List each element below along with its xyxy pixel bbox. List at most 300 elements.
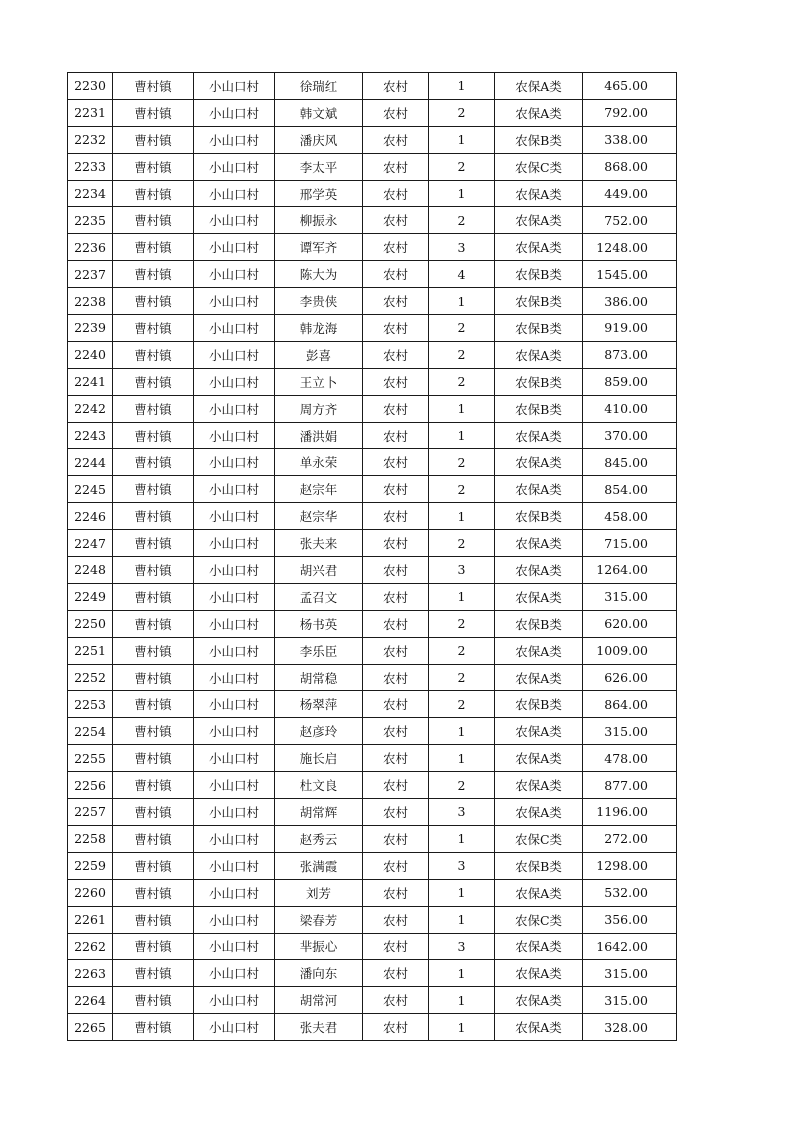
name-cell: 胡兴君 bbox=[275, 557, 363, 584]
member-count-cell: 2 bbox=[429, 691, 495, 718]
town-cell: 曹村镇 bbox=[113, 637, 194, 664]
household-type-cell: 农村 bbox=[363, 476, 429, 503]
household-type-cell: 农村 bbox=[363, 799, 429, 826]
table-row bbox=[68, 261, 677, 288]
town-cell: 曹村镇 bbox=[113, 503, 194, 530]
town-cell: 曹村镇 bbox=[113, 960, 194, 987]
insurance-class-cell: 农保A类 bbox=[495, 73, 583, 100]
row-number-cell: 2243 bbox=[68, 422, 113, 449]
amount-cell: 919.00 bbox=[583, 315, 677, 342]
row-number-cell: 2246 bbox=[68, 503, 113, 530]
member-count-cell: 2 bbox=[429, 207, 495, 234]
town-cell: 曹村镇 bbox=[113, 395, 194, 422]
household-type-cell: 农村 bbox=[363, 315, 429, 342]
household-type-cell: 农村 bbox=[363, 745, 429, 772]
town-cell: 曹村镇 bbox=[113, 449, 194, 476]
insurance-class-cell: 农保B类 bbox=[495, 315, 583, 342]
row-number-cell: 2257 bbox=[68, 799, 113, 826]
village-cell: 小山口村 bbox=[194, 503, 275, 530]
household-type-cell: 农村 bbox=[363, 530, 429, 557]
household-type-cell: 农村 bbox=[363, 368, 429, 395]
member-count-cell: 4 bbox=[429, 261, 495, 288]
amount-cell: 315.00 bbox=[583, 987, 677, 1014]
row-number-cell: 2231 bbox=[68, 99, 113, 126]
row-number-cell: 2252 bbox=[68, 664, 113, 691]
insurance-class-cell: 农保A类 bbox=[495, 422, 583, 449]
amount-cell: 315.00 bbox=[583, 718, 677, 745]
household-type-cell: 农村 bbox=[363, 99, 429, 126]
insurance-class-cell: 农保A类 bbox=[495, 960, 583, 987]
village-cell: 小山口村 bbox=[194, 126, 275, 153]
town-cell: 曹村镇 bbox=[113, 476, 194, 503]
village-cell: 小山口村 bbox=[194, 234, 275, 261]
member-count-cell: 2 bbox=[429, 449, 495, 476]
household-type-cell: 农村 bbox=[363, 825, 429, 852]
insurance-class-cell: 农保A类 bbox=[495, 745, 583, 772]
row-number-cell: 2263 bbox=[68, 960, 113, 987]
table-row bbox=[68, 476, 677, 503]
member-count-cell: 1 bbox=[429, 987, 495, 1014]
household-type-cell: 农村 bbox=[363, 933, 429, 960]
household-type-cell: 农村 bbox=[363, 153, 429, 180]
household-type-cell: 农村 bbox=[363, 180, 429, 207]
name-cell: 潘洪娟 bbox=[275, 422, 363, 449]
member-count-cell: 3 bbox=[429, 557, 495, 584]
row-number-cell: 2238 bbox=[68, 288, 113, 315]
name-cell: 孟召文 bbox=[275, 583, 363, 610]
amount-cell: 620.00 bbox=[583, 610, 677, 637]
name-cell: 张满霞 bbox=[275, 852, 363, 879]
member-count-cell: 2 bbox=[429, 476, 495, 503]
village-cell: 小山口村 bbox=[194, 583, 275, 610]
row-number-cell: 2237 bbox=[68, 261, 113, 288]
insurance-class-cell: 农保A类 bbox=[495, 207, 583, 234]
member-count-cell: 3 bbox=[429, 852, 495, 879]
amount-cell: 752.00 bbox=[583, 207, 677, 234]
table-row bbox=[68, 933, 677, 960]
table-row bbox=[68, 879, 677, 906]
member-count-cell: 2 bbox=[429, 637, 495, 664]
village-cell: 小山口村 bbox=[194, 772, 275, 799]
table-row bbox=[68, 745, 677, 772]
village-cell: 小山口村 bbox=[194, 99, 275, 126]
insurance-class-cell: 农保B类 bbox=[495, 610, 583, 637]
roster-table bbox=[67, 72, 677, 1041]
member-count-cell: 1 bbox=[429, 745, 495, 772]
insurance-class-cell: 农保A类 bbox=[495, 772, 583, 799]
household-type-cell: 农村 bbox=[363, 637, 429, 664]
amount-cell: 338.00 bbox=[583, 126, 677, 153]
row-number-cell: 2254 bbox=[68, 718, 113, 745]
village-cell: 小山口村 bbox=[194, 691, 275, 718]
name-cell: 胡常辉 bbox=[275, 799, 363, 826]
village-cell: 小山口村 bbox=[194, 368, 275, 395]
insurance-class-cell: 农保A类 bbox=[495, 664, 583, 691]
town-cell: 曹村镇 bbox=[113, 341, 194, 368]
amount-cell: 1642.00 bbox=[583, 933, 677, 960]
table-row bbox=[68, 368, 677, 395]
village-cell: 小山口村 bbox=[194, 207, 275, 234]
table-row bbox=[68, 718, 677, 745]
name-cell: 胡常稳 bbox=[275, 664, 363, 691]
table-row bbox=[68, 987, 677, 1014]
member-count-cell: 1 bbox=[429, 395, 495, 422]
amount-cell: 845.00 bbox=[583, 449, 677, 476]
member-count-cell: 1 bbox=[429, 288, 495, 315]
household-type-cell: 农村 bbox=[363, 422, 429, 449]
insurance-class-cell: 农保A类 bbox=[495, 180, 583, 207]
insurance-class-cell: 农保A类 bbox=[495, 933, 583, 960]
village-cell: 小山口村 bbox=[194, 987, 275, 1014]
village-cell: 小山口村 bbox=[194, 906, 275, 933]
row-number-cell: 2244 bbox=[68, 449, 113, 476]
row-number-cell: 2239 bbox=[68, 315, 113, 342]
row-number-cell: 2240 bbox=[68, 341, 113, 368]
table-row bbox=[68, 637, 677, 664]
roster-sheet bbox=[67, 72, 676, 1041]
amount-cell: 864.00 bbox=[583, 691, 677, 718]
town-cell: 曹村镇 bbox=[113, 852, 194, 879]
insurance-class-cell: 农保C类 bbox=[495, 153, 583, 180]
member-count-cell: 1 bbox=[429, 718, 495, 745]
table-row bbox=[68, 530, 677, 557]
row-number-cell: 2233 bbox=[68, 153, 113, 180]
amount-cell: 1298.00 bbox=[583, 852, 677, 879]
insurance-class-cell: 农保B类 bbox=[495, 503, 583, 530]
insurance-class-cell: 农保B类 bbox=[495, 288, 583, 315]
town-cell: 曹村镇 bbox=[113, 906, 194, 933]
table-row bbox=[68, 799, 677, 826]
name-cell: 韩文斌 bbox=[275, 99, 363, 126]
amount-cell: 410.00 bbox=[583, 395, 677, 422]
name-cell: 李太平 bbox=[275, 153, 363, 180]
amount-cell: 356.00 bbox=[583, 906, 677, 933]
household-type-cell: 农村 bbox=[363, 503, 429, 530]
village-cell: 小山口村 bbox=[194, 557, 275, 584]
name-cell: 胡常河 bbox=[275, 987, 363, 1014]
insurance-class-cell: 农保A类 bbox=[495, 557, 583, 584]
village-cell: 小山口村 bbox=[194, 288, 275, 315]
village-cell: 小山口村 bbox=[194, 718, 275, 745]
household-type-cell: 农村 bbox=[363, 1014, 429, 1041]
village-cell: 小山口村 bbox=[194, 422, 275, 449]
insurance-class-cell: 农保B类 bbox=[495, 852, 583, 879]
town-cell: 曹村镇 bbox=[113, 422, 194, 449]
name-cell: 刘芳 bbox=[275, 879, 363, 906]
row-number-cell: 2256 bbox=[68, 772, 113, 799]
name-cell: 杨书英 bbox=[275, 610, 363, 637]
village-cell: 小山口村 bbox=[194, 341, 275, 368]
village-cell: 小山口村 bbox=[194, 73, 275, 100]
row-number-cell: 2258 bbox=[68, 825, 113, 852]
name-cell: 陈大为 bbox=[275, 261, 363, 288]
insurance-class-cell: 农保A类 bbox=[495, 1014, 583, 1041]
village-cell: 小山口村 bbox=[194, 315, 275, 342]
row-number-cell: 2255 bbox=[68, 745, 113, 772]
amount-cell: 370.00 bbox=[583, 422, 677, 449]
table-row bbox=[68, 583, 677, 610]
amount-cell: 1248.00 bbox=[583, 234, 677, 261]
row-number-cell: 2264 bbox=[68, 987, 113, 1014]
member-count-cell: 1 bbox=[429, 960, 495, 987]
insurance-class-cell: 农保B类 bbox=[495, 395, 583, 422]
name-cell: 单永荣 bbox=[275, 449, 363, 476]
row-number-cell: 2262 bbox=[68, 933, 113, 960]
amount-cell: 859.00 bbox=[583, 368, 677, 395]
table-row bbox=[68, 960, 677, 987]
insurance-class-cell: 农保A类 bbox=[495, 530, 583, 557]
member-count-cell: 1 bbox=[429, 583, 495, 610]
member-count-cell: 1 bbox=[429, 825, 495, 852]
household-type-cell: 农村 bbox=[363, 288, 429, 315]
insurance-class-cell: 农保A类 bbox=[495, 583, 583, 610]
town-cell: 曹村镇 bbox=[113, 315, 194, 342]
insurance-class-cell: 农保A类 bbox=[495, 637, 583, 664]
amount-cell: 1264.00 bbox=[583, 557, 677, 584]
insurance-class-cell: 农保A类 bbox=[495, 879, 583, 906]
table-row bbox=[68, 772, 677, 799]
amount-cell: 1196.00 bbox=[583, 799, 677, 826]
table-row bbox=[68, 691, 677, 718]
member-count-cell: 1 bbox=[429, 422, 495, 449]
row-number-cell: 2235 bbox=[68, 207, 113, 234]
household-type-cell: 农村 bbox=[363, 73, 429, 100]
name-cell: 张夫君 bbox=[275, 1014, 363, 1041]
town-cell: 曹村镇 bbox=[113, 691, 194, 718]
amount-cell: 458.00 bbox=[583, 503, 677, 530]
row-number-cell: 2236 bbox=[68, 234, 113, 261]
row-number-cell: 2247 bbox=[68, 530, 113, 557]
amount-cell: 465.00 bbox=[583, 73, 677, 100]
household-type-cell: 农村 bbox=[363, 126, 429, 153]
town-cell: 曹村镇 bbox=[113, 557, 194, 584]
insurance-class-cell: 农保A类 bbox=[495, 341, 583, 368]
name-cell: 梁春芳 bbox=[275, 906, 363, 933]
insurance-class-cell: 农保A类 bbox=[495, 476, 583, 503]
row-number-cell: 2230 bbox=[68, 73, 113, 100]
table-row bbox=[68, 449, 677, 476]
village-cell: 小山口村 bbox=[194, 825, 275, 852]
town-cell: 曹村镇 bbox=[113, 799, 194, 826]
name-cell: 王立卜 bbox=[275, 368, 363, 395]
name-cell: 李乐臣 bbox=[275, 637, 363, 664]
name-cell: 韩龙海 bbox=[275, 315, 363, 342]
household-type-cell: 农村 bbox=[363, 261, 429, 288]
member-count-cell: 3 bbox=[429, 933, 495, 960]
table-row bbox=[68, 825, 677, 852]
amount-cell: 626.00 bbox=[583, 664, 677, 691]
household-type-cell: 农村 bbox=[363, 691, 429, 718]
member-count-cell: 2 bbox=[429, 99, 495, 126]
name-cell: 邢学英 bbox=[275, 180, 363, 207]
town-cell: 曹村镇 bbox=[113, 180, 194, 207]
member-count-cell: 1 bbox=[429, 180, 495, 207]
row-number-cell: 2242 bbox=[68, 395, 113, 422]
town-cell: 曹村镇 bbox=[113, 879, 194, 906]
member-count-cell: 2 bbox=[429, 610, 495, 637]
member-count-cell: 1 bbox=[429, 906, 495, 933]
household-type-cell: 农村 bbox=[363, 341, 429, 368]
member-count-cell: 1 bbox=[429, 73, 495, 100]
name-cell: 李贵侠 bbox=[275, 288, 363, 315]
amount-cell: 449.00 bbox=[583, 180, 677, 207]
household-type-cell: 农村 bbox=[363, 906, 429, 933]
name-cell: 赵秀云 bbox=[275, 825, 363, 852]
table-row bbox=[68, 73, 677, 100]
amount-cell: 272.00 bbox=[583, 825, 677, 852]
town-cell: 曹村镇 bbox=[113, 153, 194, 180]
household-type-cell: 农村 bbox=[363, 583, 429, 610]
village-cell: 小山口村 bbox=[194, 476, 275, 503]
row-number-cell: 2251 bbox=[68, 637, 113, 664]
village-cell: 小山口村 bbox=[194, 664, 275, 691]
household-type-cell: 农村 bbox=[363, 852, 429, 879]
insurance-class-cell: 农保A类 bbox=[495, 987, 583, 1014]
row-number-cell: 2253 bbox=[68, 691, 113, 718]
town-cell: 曹村镇 bbox=[113, 207, 194, 234]
table-row bbox=[68, 503, 677, 530]
table-row bbox=[68, 852, 677, 879]
amount-cell: 386.00 bbox=[583, 288, 677, 315]
household-type-cell: 农村 bbox=[363, 557, 429, 584]
table-row bbox=[68, 288, 677, 315]
town-cell: 曹村镇 bbox=[113, 718, 194, 745]
household-type-cell: 农村 bbox=[363, 960, 429, 987]
table-row bbox=[68, 207, 677, 234]
table-row bbox=[68, 664, 677, 691]
name-cell: 赵宗年 bbox=[275, 476, 363, 503]
insurance-class-cell: 农保B类 bbox=[495, 691, 583, 718]
name-cell: 潘庆风 bbox=[275, 126, 363, 153]
name-cell: 赵彦玲 bbox=[275, 718, 363, 745]
village-cell: 小山口村 bbox=[194, 180, 275, 207]
member-count-cell: 2 bbox=[429, 315, 495, 342]
village-cell: 小山口村 bbox=[194, 1014, 275, 1041]
amount-cell: 1009.00 bbox=[583, 637, 677, 664]
name-cell: 张夫来 bbox=[275, 530, 363, 557]
household-type-cell: 农村 bbox=[363, 207, 429, 234]
member-count-cell: 2 bbox=[429, 530, 495, 557]
row-number-cell: 2259 bbox=[68, 852, 113, 879]
member-count-cell: 3 bbox=[429, 799, 495, 826]
name-cell: 施长启 bbox=[275, 745, 363, 772]
table-row bbox=[68, 557, 677, 584]
table-row bbox=[68, 395, 677, 422]
insurance-class-cell: 农保B类 bbox=[495, 261, 583, 288]
town-cell: 曹村镇 bbox=[113, 583, 194, 610]
insurance-class-cell: 农保B类 bbox=[495, 126, 583, 153]
row-number-cell: 2232 bbox=[68, 126, 113, 153]
table-row bbox=[68, 1014, 677, 1041]
member-count-cell: 2 bbox=[429, 772, 495, 799]
insurance-class-cell: 农保B类 bbox=[495, 368, 583, 395]
household-type-cell: 农村 bbox=[363, 395, 429, 422]
table-row bbox=[68, 341, 677, 368]
household-type-cell: 农村 bbox=[363, 664, 429, 691]
town-cell: 曹村镇 bbox=[113, 1014, 194, 1041]
name-cell: 周方齐 bbox=[275, 395, 363, 422]
town-cell: 曹村镇 bbox=[113, 530, 194, 557]
village-cell: 小山口村 bbox=[194, 745, 275, 772]
insurance-class-cell: 农保A类 bbox=[495, 799, 583, 826]
household-type-cell: 农村 bbox=[363, 718, 429, 745]
member-count-cell: 2 bbox=[429, 368, 495, 395]
member-count-cell: 1 bbox=[429, 1014, 495, 1041]
member-count-cell: 1 bbox=[429, 126, 495, 153]
insurance-class-cell: 农保A类 bbox=[495, 234, 583, 261]
insurance-class-cell: 农保A类 bbox=[495, 449, 583, 476]
town-cell: 曹村镇 bbox=[113, 664, 194, 691]
name-cell: 杜文良 bbox=[275, 772, 363, 799]
village-cell: 小山口村 bbox=[194, 879, 275, 906]
table-row bbox=[68, 906, 677, 933]
town-cell: 曹村镇 bbox=[113, 261, 194, 288]
member-count-cell: 2 bbox=[429, 341, 495, 368]
table-row bbox=[68, 153, 677, 180]
row-number-cell: 2261 bbox=[68, 906, 113, 933]
village-cell: 小山口村 bbox=[194, 153, 275, 180]
household-type-cell: 农村 bbox=[363, 772, 429, 799]
member-count-cell: 1 bbox=[429, 879, 495, 906]
table-row bbox=[68, 234, 677, 261]
town-cell: 曹村镇 bbox=[113, 745, 194, 772]
amount-cell: 792.00 bbox=[583, 99, 677, 126]
table-row bbox=[68, 180, 677, 207]
town-cell: 曹村镇 bbox=[113, 99, 194, 126]
insurance-class-cell: 农保A类 bbox=[495, 718, 583, 745]
household-type-cell: 农村 bbox=[363, 234, 429, 261]
amount-cell: 868.00 bbox=[583, 153, 677, 180]
amount-cell: 328.00 bbox=[583, 1014, 677, 1041]
village-cell: 小山口村 bbox=[194, 449, 275, 476]
amount-cell: 854.00 bbox=[583, 476, 677, 503]
amount-cell: 1545.00 bbox=[583, 261, 677, 288]
village-cell: 小山口村 bbox=[194, 960, 275, 987]
town-cell: 曹村镇 bbox=[113, 772, 194, 799]
name-cell: 芈振心 bbox=[275, 933, 363, 960]
insurance-class-cell: 农保A类 bbox=[495, 99, 583, 126]
table-row bbox=[68, 610, 677, 637]
village-cell: 小山口村 bbox=[194, 933, 275, 960]
village-cell: 小山口村 bbox=[194, 799, 275, 826]
town-cell: 曹村镇 bbox=[113, 73, 194, 100]
household-type-cell: 农村 bbox=[363, 449, 429, 476]
name-cell: 柳振永 bbox=[275, 207, 363, 234]
household-type-cell: 农村 bbox=[363, 987, 429, 1014]
town-cell: 曹村镇 bbox=[113, 610, 194, 637]
village-cell: 小山口村 bbox=[194, 395, 275, 422]
member-count-cell: 2 bbox=[429, 664, 495, 691]
name-cell: 潘向东 bbox=[275, 960, 363, 987]
town-cell: 曹村镇 bbox=[113, 234, 194, 261]
amount-cell: 478.00 bbox=[583, 745, 677, 772]
row-number-cell: 2234 bbox=[68, 180, 113, 207]
row-number-cell: 2260 bbox=[68, 879, 113, 906]
village-cell: 小山口村 bbox=[194, 261, 275, 288]
insurance-class-cell: 农保C类 bbox=[495, 825, 583, 852]
amount-cell: 715.00 bbox=[583, 530, 677, 557]
row-number-cell: 2250 bbox=[68, 610, 113, 637]
row-number-cell: 2248 bbox=[68, 557, 113, 584]
member-count-cell: 2 bbox=[429, 153, 495, 180]
row-number-cell: 2241 bbox=[68, 368, 113, 395]
village-cell: 小山口村 bbox=[194, 852, 275, 879]
name-cell: 杨翠萍 bbox=[275, 691, 363, 718]
table-row bbox=[68, 315, 677, 342]
village-cell: 小山口村 bbox=[194, 530, 275, 557]
roster-body bbox=[68, 73, 677, 1041]
town-cell: 曹村镇 bbox=[113, 933, 194, 960]
